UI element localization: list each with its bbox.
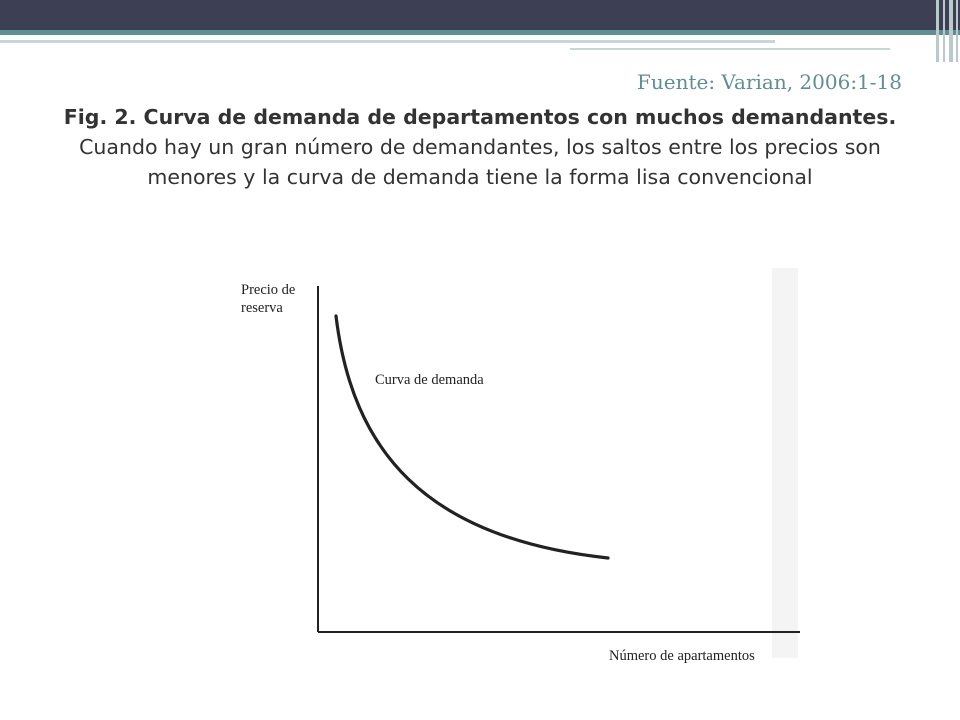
- y-axis-label-line2: reserva: [241, 300, 283, 316]
- header-accent-line: [0, 40, 775, 43]
- curve-label: Curva de demanda: [375, 372, 484, 388]
- demand-curve: [336, 316, 608, 558]
- header-dark-band: [0, 0, 960, 30]
- slide-header-bar: [0, 0, 960, 34]
- header-teal-band: [0, 30, 960, 35]
- header-accent-line-short: [570, 48, 890, 50]
- x-axis-label: Número de apartamentos: [609, 648, 755, 664]
- scan-edge-shading: [772, 268, 798, 658]
- header-decorative-stripes: [934, 0, 960, 62]
- figure-caption: [40, 102, 920, 192]
- demand-curve-figure: [232, 268, 812, 668]
- source-citation: Fuente: Varian, 2006:1-18: [636, 70, 902, 94]
- y-axis-label-line1: Precio de: [241, 282, 296, 298]
- demand-curve-diagram: [232, 268, 812, 668]
- caption-text: Cuando hay un gran número de demandantes, los saltos entre los precios son menores y la curva de demanda tiene la forma lisa convencional: [79, 135, 881, 189]
- caption-title: Fig. 2. Curva de demanda de departamentos con muchos demandantes.: [63, 105, 897, 129]
